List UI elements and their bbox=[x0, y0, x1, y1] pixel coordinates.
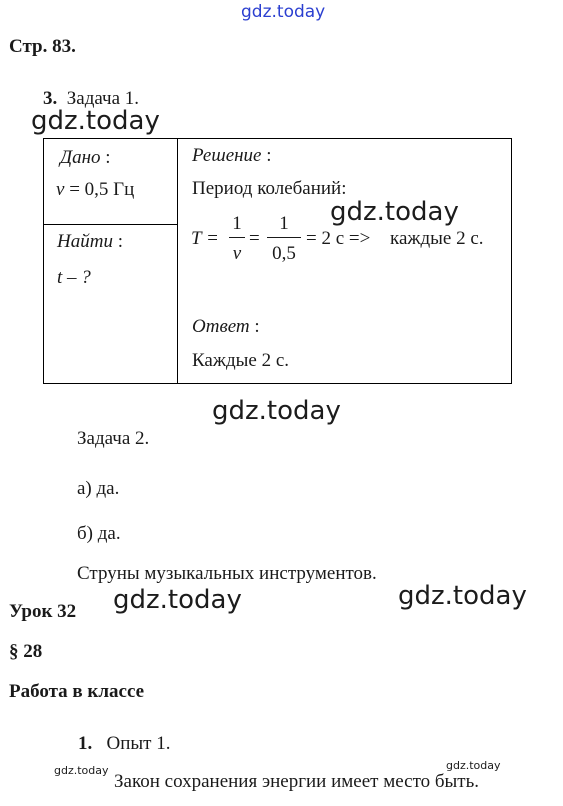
task2-title: Задача 2. bbox=[77, 428, 150, 449]
lesson-title: Урок 32 bbox=[9, 601, 77, 622]
watermark-top: gdz.today bbox=[241, 2, 326, 22]
fraction2-bar bbox=[267, 237, 301, 238]
answer-text: Каждые 2 с. bbox=[192, 350, 290, 371]
task-number: 3. bbox=[43, 88, 58, 109]
formula-result: = 2 с => bbox=[306, 228, 371, 249]
watermark-table-middle: gdz.today bbox=[330, 197, 459, 227]
watermark-table-top: gdz.today bbox=[31, 106, 160, 136]
fraction2-denominator: 0,5 bbox=[272, 243, 296, 264]
item-number: 1. bbox=[78, 733, 93, 754]
item-title: Опыт 1. bbox=[106, 733, 171, 754]
formula-equals: = bbox=[249, 228, 260, 249]
item-text: Закон сохранения энергии имеет место быть. bbox=[114, 771, 480, 792]
item-heading bbox=[78, 734, 170, 753]
period-text: Период колебаний: bbox=[192, 178, 347, 199]
fraction1-numerator: 1 bbox=[232, 213, 242, 234]
solution-label: Решение : bbox=[192, 145, 272, 166]
classwork-title: Работа в классе bbox=[9, 681, 145, 702]
watermark-lesson-left: gdz.today bbox=[113, 585, 242, 615]
task1-title: Задача 1. bbox=[66, 88, 140, 109]
fraction2-numerator: 1 bbox=[279, 213, 289, 234]
given-value: ν = 0,5 Гц bbox=[56, 179, 135, 200]
formula-lhs: T = bbox=[191, 228, 219, 249]
watermark-bottom-left: gdz.today bbox=[54, 764, 109, 777]
task2-text: Струны музыкальных инструментов. bbox=[77, 563, 377, 584]
answer-label: Ответ : bbox=[192, 316, 260, 337]
given-label: Дано : bbox=[60, 147, 111, 168]
find-value: t – ? bbox=[57, 267, 91, 288]
task2-answer-a: а) да. bbox=[77, 478, 120, 499]
watermark-below-table: gdz.today bbox=[212, 396, 341, 426]
task-heading bbox=[43, 89, 139, 108]
formula-tail: каждые 2 с. bbox=[390, 228, 484, 249]
fraction1-denominator: ν bbox=[232, 243, 242, 264]
task-table bbox=[43, 138, 512, 384]
section-title: § 28 bbox=[9, 641, 43, 662]
watermark-lesson-right: gdz.today bbox=[398, 581, 527, 611]
table-divider-vertical bbox=[177, 139, 178, 383]
table-divider-horizontal bbox=[44, 224, 178, 225]
find-label: Найти : bbox=[57, 231, 123, 252]
page-reference: Стр. 83. bbox=[9, 36, 76, 57]
watermark-bottom-right: gdz.today bbox=[446, 759, 501, 772]
fraction1-bar bbox=[229, 237, 245, 238]
task2-answer-b: б) да. bbox=[77, 523, 121, 544]
